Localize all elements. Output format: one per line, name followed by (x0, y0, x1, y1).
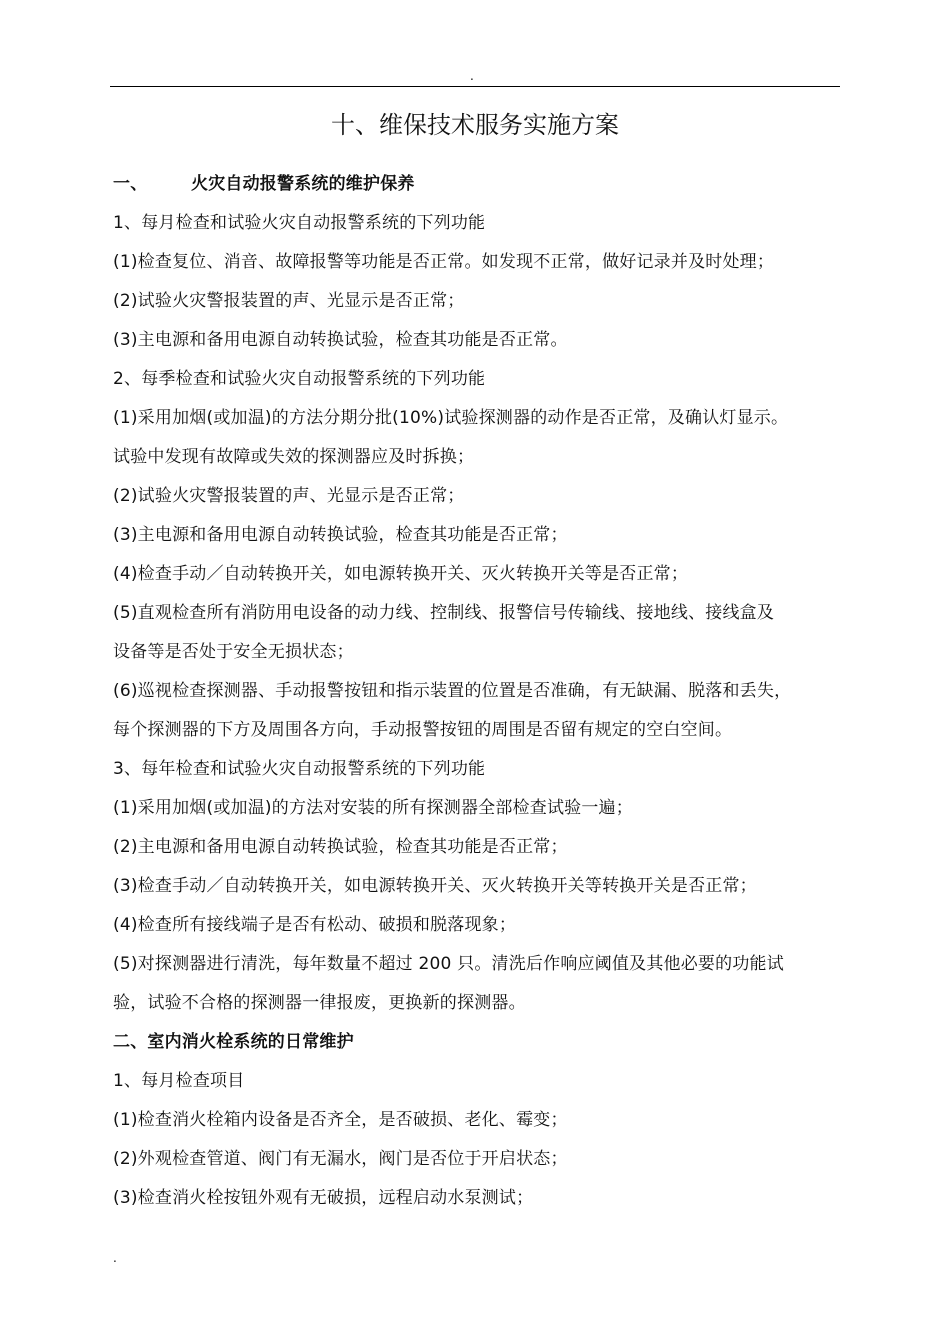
list-item: 设备等是否处于安全无损状态； (113, 642, 354, 662)
list-item: 每个探测器的下方及周围各方向，手动报警按钮的周围是否留有规定的空白空间。 (113, 720, 733, 740)
list-item: (2)主电源和备用电源自动转换试验，检查其功能是否正常； (113, 837, 568, 857)
list-item: (1)检查消火栓箱内设备是否齐全，是否破损、老化、霉变； (113, 1110, 568, 1130)
list-item: (4)检查所有接线端子是否有松动、破损和脱落现象； (113, 915, 517, 935)
subsection-heading-quarterly: 2、每季检查和试验火灾自动报警系统的下列功能 (113, 369, 486, 389)
list-item: (4)检查手动／自动转换开关，如电源转换开关、灭火转换开关等是否正常； (113, 564, 689, 584)
subsection-heading-monthly: 1、每月检查和试验火灾自动报警系统的下列功能 (113, 213, 486, 233)
list-item: (6)巡视检查探测器、手动报警按钮和指示装置的位置是否准确，有无缺漏、脱落和丢失， (113, 681, 792, 701)
list-item: 验，试验不合格的探测器一律报废，更换新的探测器。 (113, 993, 526, 1013)
list-item: (5)对探测器进行清洗，每年数量不超过 200 只。清洗后作响应阈值及其他必要的功能试 (113, 954, 784, 974)
list-item: (1)采用加烟(或加温)的方法分期分批(10%)试验探测器的动作是否正常，及确认灯显示。 (113, 408, 789, 428)
list-item: (3)主电源和备用电源自动转换试验，检查其功能是否正常。 (113, 330, 568, 350)
list-item: (1)检查复位、消音、故障报警等功能是否正常。如发现不正常，做好记录并及时处理； (113, 252, 775, 272)
section-title: 火灾自动报警系统的维护保养 (191, 174, 415, 194)
list-item: 试验中发现有故障或失效的探测器应及时拆换； (113, 447, 475, 467)
list-item: (3)主电源和备用电源自动转换试验，检查其功能是否正常； (113, 525, 568, 545)
subsection-heading-yearly: 3、每年检查和试验火灾自动报警系统的下列功能 (113, 759, 486, 779)
page-title: 十、维保技术服务实施方案 (331, 111, 619, 139)
section-heading-2: 二、室内消火栓系统的日常维护 (113, 1032, 354, 1052)
header-rule (110, 86, 840, 87)
section-heading-1 (113, 165, 843, 204)
list-item: (3)检查消火栓按钮外观有无破损，远程启动水泵测试； (113, 1188, 534, 1208)
document-body (113, 165, 843, 1218)
list-item: (5)直观检查所有消防用电设备的动力线、控制线、报警信号传输线、接地线、接线盒及 (113, 603, 775, 623)
list-item: (1)采用加烟(或加温)的方法对安装的所有探测器全部检查试验一遍； (113, 798, 633, 818)
header-mark: . (470, 69, 474, 83)
section-number: 一、 (113, 174, 148, 194)
list-item: (2)试验火灾警报装置的声、光显示是否正常； (113, 486, 465, 506)
subsection-heading-monthly: 1、每月检查项目 (113, 1071, 245, 1091)
list-item: (2)外观检查管道、阀门有无漏水，阀门是否位于开启状态； (113, 1149, 568, 1169)
list-item: (3)检查手动／自动转换开关，如电源转换开关、灭火转换开关等转换开关是否正常； (113, 876, 757, 896)
footer-mark: . (113, 1251, 117, 1265)
list-item: (2)试验火灾警报装置的声、光显示是否正常； (113, 291, 465, 311)
